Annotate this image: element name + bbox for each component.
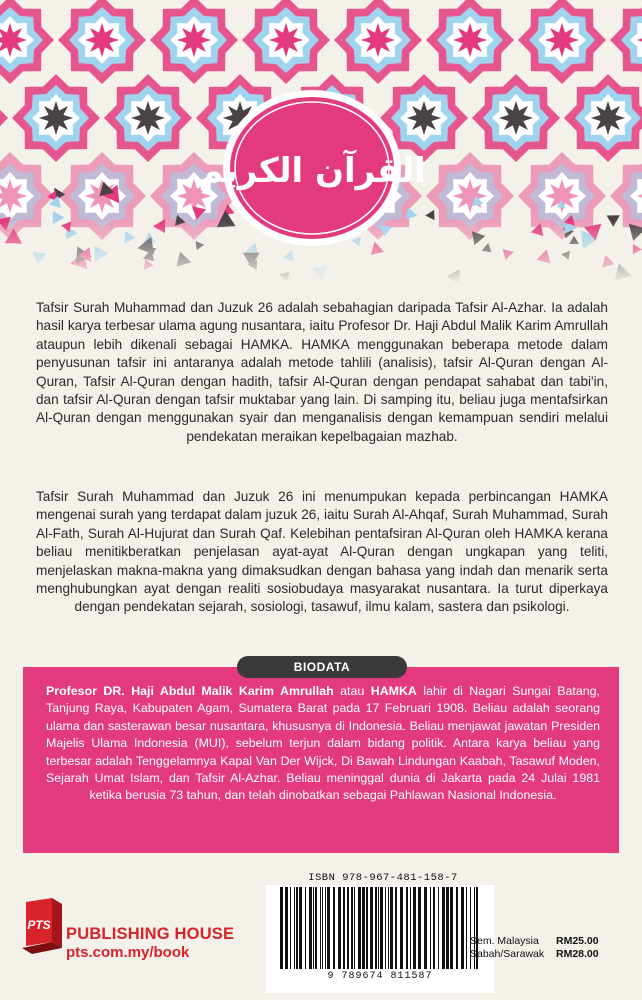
quran-calligraphy-emblem (198, 88, 426, 248)
biodata-heading: BIODATA (237, 656, 407, 678)
barcode-area (266, 885, 494, 993)
price-region: Sem. Malaysia (470, 935, 539, 947)
price-region: Sabah/Sarawak (470, 948, 545, 960)
description-paragraph-2: Tafsir Surah Muhammad dan Juzuk 26 ini menumpukan kepada perbincangan HAMKA mengenai surah yang terdapat dalam juzuk 26, iaitu Surah Al-Ahqaf, Surah Muhammad, Surah Al-Fath, Surah Al-Hujurat dan Surah Qaf. Kelebihan pentafsiran Al-Quran oleh HAMKA kerana beliau menitikberatkan penjelasan ayat-ayat Al-Quran dengan ungkapan yang teliti, menjelaskan makna-makna yang dimaksudkan dengan bahasa yang indah dan menarik serta menghubungkan ayat dengan realiti sosiobudaya masyarakat nusantara. Ia turut diperkaya dengan pendekatan sejarah, sosiologi, tasawuf, ilmu kalam, sastera dan psikologi. (36, 489, 608, 615)
description-paragraph-1: Tafsir Surah Muhammad dan Juzuk 26 adalah sebahagian daripada Tafsir Al-Azhar. Ia adalah hasil karya terbesar ulama agung nusantara, iaitu Profesor Dr. Haji Abdul Malik Karim Amrullah ataupun lebih dikenali sebagai HAMKA. HAMKA menggunakan beberapa metode dalam penyusunan tafsir ini antaranya adalah metode tahlili (analisis), tafsir Al-Quran dengan Al-Quran, Tafsir Al-Quran dengan hadith, tafsir Al-Quran dengan pendapat sahabat dan tabi'in, dan tafsir Al-Quran dengan tafsir muktabar yang lain. Di samping itu, beliau juga mentafsirkan Al-Quran dengan menggunakan syair dan menganalisis dengan kemampuan sendiri melalui pendekatan meraikan kepelbagaian mazhab. (36, 300, 608, 444)
price-row (470, 948, 599, 961)
price-value: RM28.00 (556, 948, 599, 960)
pts-logo-text: PTS (27, 918, 51, 932)
barcode-bars (276, 887, 484, 969)
emblem-calligraphy: القرآن الكريم (198, 151, 426, 191)
author-name: Profesor DR. Haji Abdul Malik Karim Amrullah (46, 684, 334, 698)
publisher-name: PUBLISHING HOUSE (66, 925, 235, 943)
price-list (470, 935, 599, 961)
author-alias: HAMKA (370, 684, 417, 698)
biodata-body: lahir di Nagari Sungai Batang, Tanjung Raya, Kabupaten Agam, Sumatera Barat pada 17 Februari 1908. Beliau adalah seorang ulama dan sasterawan besar nusantara, khususnya di Indonesia. Beliau menjawat jawatan Presiden Majelis Ulama Indonesia (MUI), sebelum terjun dalam bidang politik. Antara karya beliau yang terbesar adalah Tenggelamnya Kapal Van Der Wijck, Di Bawah Lindungan Kaabah, Tasawuf Moden, Sejarah Umat Islam, dan Tafsir Al-Azhar. Beliau meninggal dunia di Jakarta pada 24 Julai 1981 ketika berusia 73 tahun, dan telah dinobatkan sebagai Pahlawan Nasional Indonesia. (46, 684, 600, 803)
pts-logo-icon (22, 898, 66, 956)
biodata-text (46, 683, 600, 805)
publisher-url: pts.com.my/book (66, 944, 190, 961)
isbn-label: ISBN 978-967-481-158-7 (308, 872, 458, 884)
price-row (470, 935, 599, 948)
barcode-digits: 9 789674 811587 (327, 971, 433, 982)
biodata-connector: atau (333, 684, 371, 698)
price-value: RM25.00 (556, 935, 599, 947)
